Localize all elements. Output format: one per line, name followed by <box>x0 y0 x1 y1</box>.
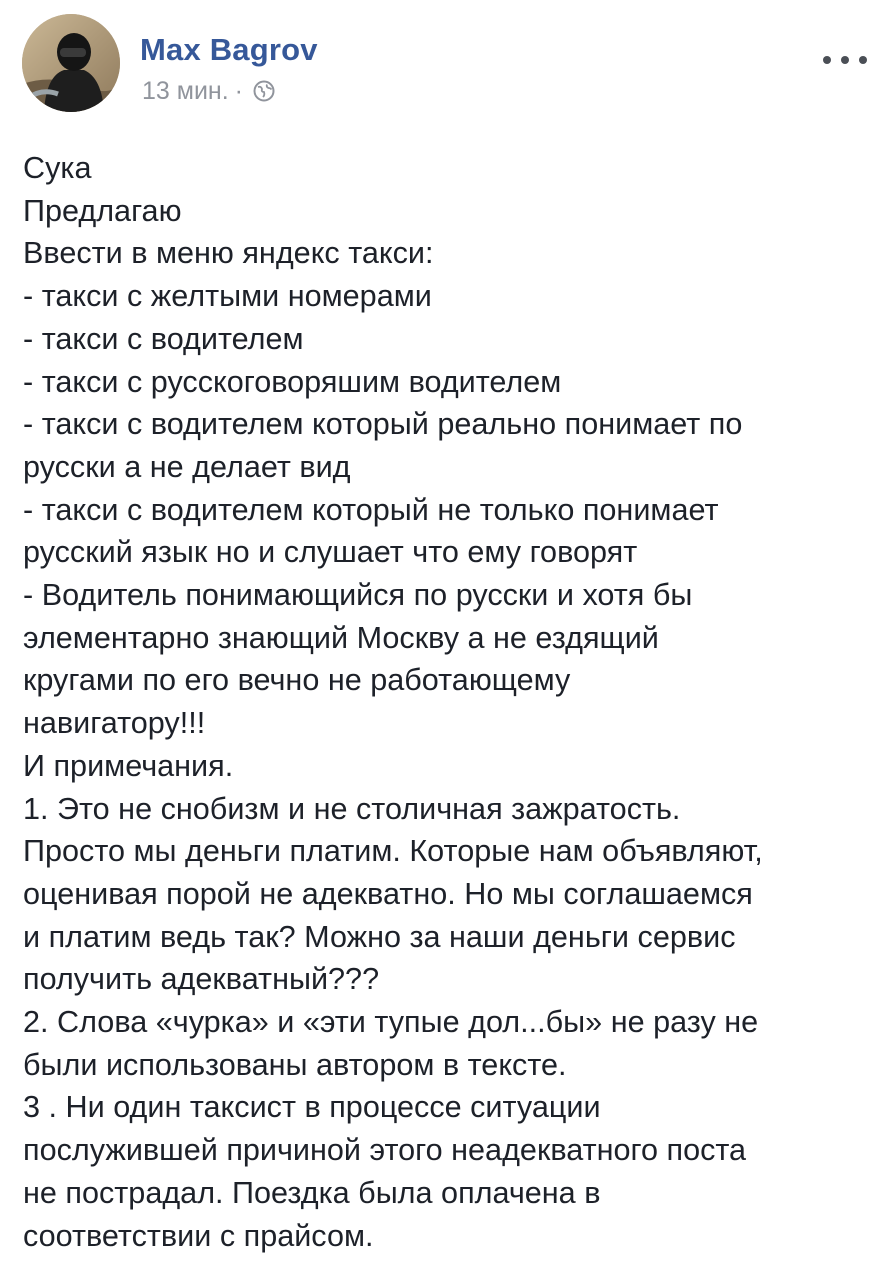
post-text-line: Предлагаю <box>23 193 182 228</box>
more-dot <box>859 56 867 64</box>
post-text-line: элементарно знающий Москву а не ездящий <box>23 620 659 655</box>
post-text-line: не пострадал. Поездка была оплачена в <box>23 1175 601 1210</box>
post-text-line: - такси с водителем <box>23 321 304 356</box>
post-text-line: И примечания. <box>23 748 234 783</box>
post-text-line: послужившей причиной этого неадекватного поста <box>23 1133 747 1168</box>
post-text-line: были использованы автором в тексте. <box>23 1047 567 1082</box>
post-text-line: получить адекватный??? <box>23 962 380 997</box>
post-text-line: - Водитель понимающийся по русски и хотя бы <box>23 578 693 613</box>
post-text-line: 3 . Ни один таксист в процессе ситуации <box>23 1090 601 1125</box>
avatar[interactable] <box>22 14 120 112</box>
more-dot <box>841 56 849 64</box>
post-text-line: кругами по его вечно не работающему <box>23 663 571 698</box>
post-text-line: 2. Слова «чурка» и «эти тупые дол...бы» не разу не <box>23 1005 759 1040</box>
more-dots-icon[interactable] <box>823 48 867 72</box>
post-text-line: соответствии с прайсом. <box>23 1218 374 1253</box>
avatar-photo <box>22 14 120 112</box>
author-name[interactable]: Max Bagrov <box>140 32 318 67</box>
meta-separator: · <box>234 76 243 105</box>
post-text-line: русски а не делает вид <box>23 449 351 484</box>
post-text-line: оценивая порой не адекватно. Но мы соглашаемся <box>23 876 753 911</box>
post-text-line: 1. Это не снобизм и не столичная зажратость. <box>23 791 681 826</box>
post-text-line: - такси с водителем который не только понимает <box>23 492 719 527</box>
post-text-line: - такси с водителем который реально понимает по <box>23 407 743 442</box>
more-dot <box>823 56 831 64</box>
post-header <box>22 14 867 114</box>
post-text-line: - такси с русскоговоряшим водителем <box>23 364 562 399</box>
post-text-line: навигатору!!! <box>23 706 206 741</box>
post-text-line: Сука <box>23 151 92 185</box>
post-text-line: русский язык но и слушает что ему говорят <box>23 535 638 570</box>
post-text-line: Ввести в меню яндекс такси: <box>23 236 434 271</box>
post-time[interactable]: 13 мин. <box>142 76 229 105</box>
post-text-line: Просто мы деньги платим. Которые нам объявляют, <box>23 834 763 869</box>
globe-icon <box>253 80 275 102</box>
post-text-line: и платим ведь так? Можно за наши деньги сервис <box>23 919 736 954</box>
post-meta <box>142 74 275 108</box>
post-text-line: - такси с желтыми номерами <box>23 279 432 314</box>
post-text <box>23 147 868 1257</box>
